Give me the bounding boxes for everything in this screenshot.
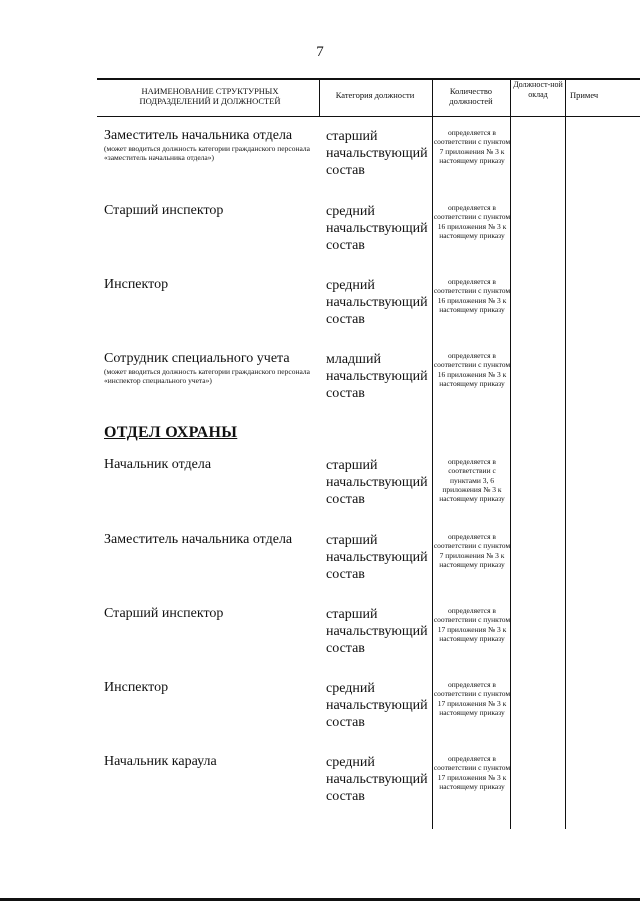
position-category: средний начальствующий состав <box>326 204 428 253</box>
position-name: Сотрудник специального учета <box>104 351 290 366</box>
position-note: (может вводиться должность категории гражданского персонала «заместитель начальника отдела») <box>104 144 310 162</box>
position-category: средний начальствующий состав <box>326 278 428 327</box>
column-divider <box>319 79 320 117</box>
header-category-column: Категория должности <box>335 90 415 100</box>
position-quantity: определяется в соответствии с пунктом 17 приложения № 3 к настоящему приказу <box>433 754 511 791</box>
header-quantity-column: Количество должностей <box>449 86 493 106</box>
position-quantity: определяется в соответствии с пунктом 17 приложения № 3 к настоящему приказу <box>433 606 511 643</box>
position-quantity: определяется в соответствии с пунктом 17 приложения № 3 к настоящему приказу <box>433 680 511 717</box>
header-name-column: НАИМЕНОВАНИЕ СТРУКТУРНЫХ ПОДРАЗДЕЛЕНИЙ И ДОЛЖНОСТЕЙ <box>139 86 281 106</box>
header-salary-column: Должност-ной оклад <box>513 80 563 99</box>
column-divider <box>565 79 566 829</box>
position-name: Инспектор <box>104 277 169 292</box>
position-quantity: определяется в соответствии с пунктом 16 приложения № 3 к настоящему приказу <box>433 203 511 240</box>
position-category: старший начальствующий состав <box>326 129 428 178</box>
position-quantity: определяется в соответствии с пунктом 16 приложения № 3 к настоящему приказу <box>433 351 511 388</box>
position-name: Заместитель начальника отдела <box>104 128 293 143</box>
position-name: Старший инспектор <box>104 606 224 621</box>
position-category: средний начальствующий состав <box>326 681 428 730</box>
page-bottom-rule <box>0 898 640 901</box>
position-quantity: определяется в соответствии с пунктом 7 приложения № 3 к настоящему приказу <box>433 128 511 165</box>
page-number: 7 <box>316 44 324 60</box>
position-name: Инспектор <box>104 680 169 695</box>
position-name: Заместитель начальника отдела <box>104 532 293 547</box>
position-category: старший начальствующий состав <box>326 533 428 582</box>
position-name: Начальник караула <box>104 754 217 769</box>
position-category: старший начальствующий состав <box>326 607 428 656</box>
position-category: средний начальствующий состав <box>326 755 428 804</box>
header-note-column: Примеч <box>570 90 599 100</box>
section-title: ОТДЕЛ ОХРАНЫ <box>104 424 238 441</box>
position-category: старший начальствующий состав <box>326 458 428 507</box>
position-quantity: определяется в соответствии с пунктом 7 приложения № 3 к настоящему приказу <box>433 532 511 569</box>
position-quantity: определяется в соответствии с пунктами 3, 6 приложения № 3 к настоящему приказу <box>439 457 505 504</box>
position-quantity: определяется в соответствии с пунктом 16 приложения № 3 к настоящему приказу <box>433 277 511 314</box>
position-name: Начальник отдела <box>104 457 212 472</box>
position-note: (может вводиться должность категории гражданского персонала «инспектор специального учета») <box>104 367 310 385</box>
position-name: Старший инспектор <box>104 203 224 218</box>
header-bottom-rule <box>97 116 640 117</box>
position-category: младший начальствующий состав <box>326 352 428 401</box>
